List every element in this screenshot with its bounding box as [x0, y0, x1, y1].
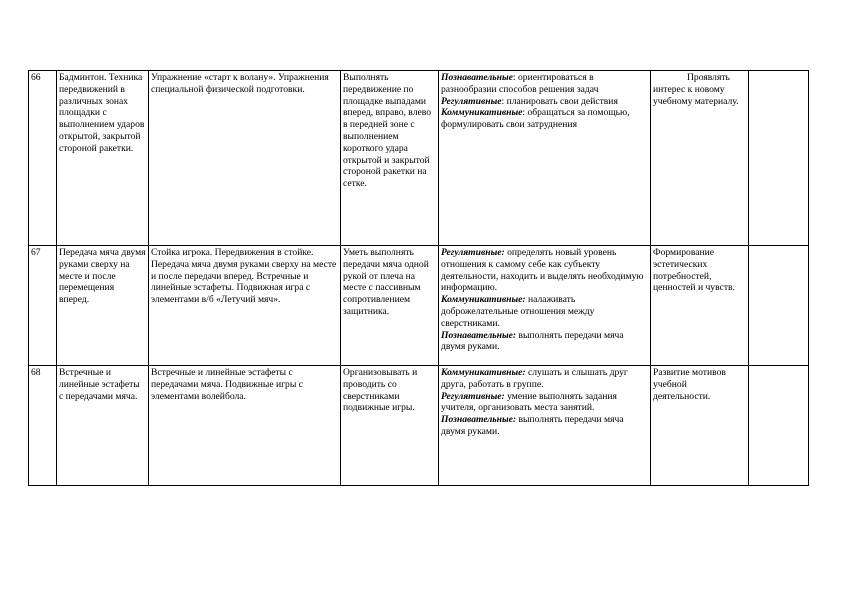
uud-term: Коммуникативные [441, 107, 523, 119]
lesson-topic: Встречные и линейные эстафеты с передачами мяча. [57, 366, 149, 486]
lesson-personal: Развитие мотивов учебной деятельности. [651, 366, 749, 486]
lesson-uud [439, 71, 651, 246]
uud-term: Познавательные: [441, 414, 517, 426]
lesson-topic: Бадминтон. Техника передвижений в различных зонах площадки с выполнением ударов открытой, закрытой стороной ракетки. [57, 71, 149, 246]
table-row [29, 71, 809, 246]
uud-term: Регулятивные: [441, 390, 505, 402]
uud-term: Познавательные: [441, 329, 517, 341]
lesson-result: Выполнять передвижение по площадке выпадами вперед, вправо, влево в передней зоне с выполнением короткого удара открытой и закрытой стороной ракетки на сетке. [341, 71, 439, 246]
uud-text: выполнять передачи мяча двумя руками. [441, 329, 624, 353]
lesson-personal: Формирование эстетических потребностей, ценностей и чувств. [651, 246, 749, 366]
lesson-uud [439, 246, 651, 366]
uud-text: выполнять передачи мяча двумя руками. [441, 414, 624, 437]
table-row [29, 246, 809, 366]
lesson-uud [439, 366, 651, 486]
uud-term: Познавательные [441, 72, 513, 83]
lesson-content: Упражнение «старт к волану». Упражнения специальной физической подготовки. [149, 71, 341, 246]
uud-text: : обращаться за помощью, формулировать свои затруднения [441, 107, 630, 131]
uud-term: Регулятивные [441, 95, 502, 107]
lesson-number: 66 [29, 71, 57, 246]
uud-text: умение выполнять задания учителя, организовать места занятий. [441, 390, 617, 414]
uud-text: слушать и слышать друг друга, работать в группе. [441, 367, 628, 390]
uud-term: Коммуникативные: [441, 294, 526, 306]
lesson-result: Уметь выполнять передачи мяча одной рукой от плеча на месте с пассивным сопротивлением защитника. [341, 246, 439, 366]
uud-text: : ориентироваться в разнообразии способов решения задач [441, 72, 599, 95]
lesson-result: Организовывать и проводить со сверстниками подвижные игры. [341, 366, 439, 486]
lesson-content: Стойка игрока. Передвижения в стойке. Передача мяча двумя руками сверху на месте и после передачи вперед. Встречные и линейные эстафеты. Подвижная игра с элементами в/б «Летучий мяч». [149, 246, 341, 366]
lesson-personal [651, 71, 749, 246]
uud-term: Регулятивные: [441, 247, 505, 258]
table-row [29, 366, 809, 486]
lesson-number: 68 [29, 366, 57, 486]
uud-text: определять новый уровень отношения к самому себе как субъекту деятельности, находить и выделять необходимую информацию. [441, 247, 644, 294]
lesson-extra [749, 366, 809, 486]
lesson-content: Встречные и линейные эстафеты с передачами мяча. Подвижные игры с элементами волейбола. [149, 366, 341, 486]
uud-text: налаживать доброжелательные отношения между сверстниками. [441, 294, 595, 329]
lesson-plan-table [28, 70, 809, 486]
lesson-extra [749, 246, 809, 366]
personal-text: Проявлять интерес к новому учебному материалу. [653, 72, 739, 107]
lesson-extra [749, 71, 809, 246]
uud-term: Коммуникативные: [441, 367, 526, 378]
lesson-topic: Передача мяча двумя руками сверху на месте и после перемещения вперед. [57, 246, 149, 366]
lesson-number: 67 [29, 246, 57, 366]
uud-text: : планировать свои действия [501, 95, 618, 107]
